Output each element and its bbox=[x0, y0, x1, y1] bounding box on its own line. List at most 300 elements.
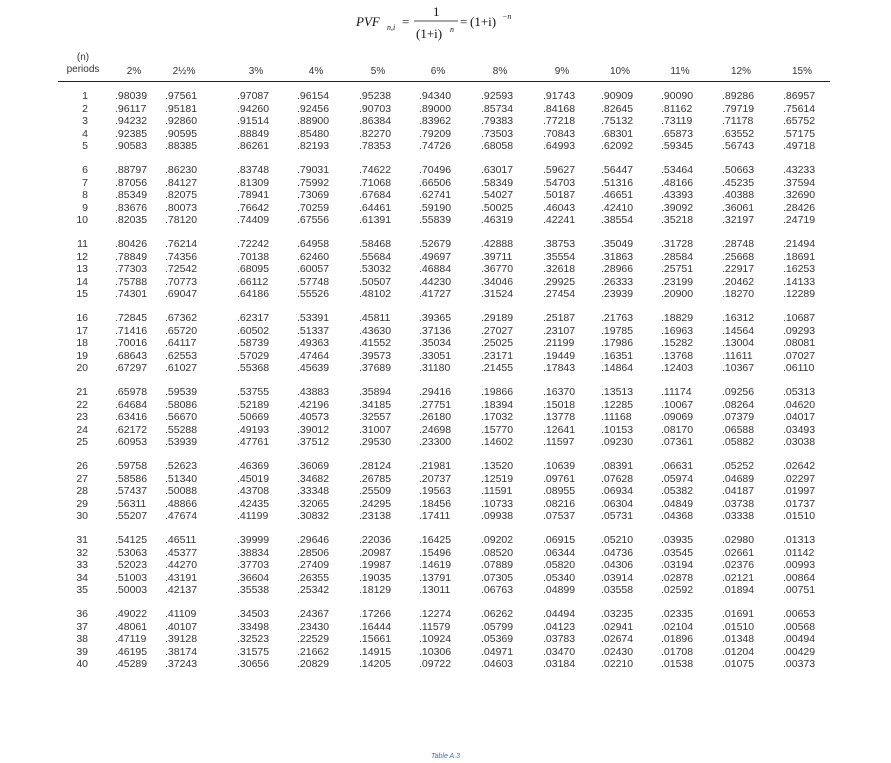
factor-cell: .50507 bbox=[359, 275, 392, 288]
factor-cell: .78941 bbox=[237, 189, 270, 202]
table-row bbox=[58, 485, 830, 498]
factor-cell: .51003 bbox=[115, 571, 148, 584]
table-row bbox=[58, 337, 830, 350]
factor-cell: .85349 bbox=[115, 189, 148, 202]
factor-cell: .29925 bbox=[543, 275, 576, 288]
table-row bbox=[58, 115, 830, 128]
factor-cell: .42241 bbox=[543, 214, 576, 227]
factor-cell: .32618 bbox=[543, 263, 576, 276]
factor-cell: .12285 bbox=[601, 398, 634, 411]
factor-cell: .28584 bbox=[661, 250, 694, 263]
factor-cell: .44230 bbox=[419, 275, 452, 288]
factor-cell: .39365 bbox=[419, 312, 452, 324]
factor-cell: .07537 bbox=[543, 510, 576, 523]
factor-cell: .63017 bbox=[481, 164, 514, 176]
factor-cell: .13011 bbox=[419, 584, 451, 597]
factor-cell: .65720 bbox=[165, 324, 198, 337]
factor-cell: .33498 bbox=[237, 620, 270, 633]
factor-cell: .56311 bbox=[115, 497, 147, 510]
period-cell: 21 bbox=[76, 386, 88, 398]
factor-cell: .31863 bbox=[601, 250, 634, 263]
factor-cell: .90595 bbox=[165, 127, 198, 140]
factor-cell: .32523 bbox=[237, 633, 270, 646]
factor-cell: .04689 bbox=[722, 472, 755, 485]
table-row bbox=[58, 128, 830, 141]
factor-cell: .52189 bbox=[237, 398, 270, 411]
factor-cell: .63552 bbox=[722, 127, 755, 140]
factor-cell: .24698 bbox=[419, 423, 452, 436]
factor-cell: .25187 bbox=[543, 312, 576, 324]
factor-cell: .16425 bbox=[419, 534, 452, 546]
factor-cell: .29530 bbox=[359, 436, 392, 449]
factor-cell: .61391 bbox=[359, 214, 392, 227]
factor-cell: .90090 bbox=[661, 90, 694, 102]
factor-cell: .37594 bbox=[783, 176, 816, 189]
factor-cell: .15282 bbox=[661, 337, 694, 350]
factor-cell: .52679 bbox=[419, 238, 452, 250]
factor-cell: .49363 bbox=[297, 337, 330, 350]
factor-cell: .17411 bbox=[419, 510, 451, 523]
factor-cell: .30656 bbox=[237, 658, 270, 671]
factor-cell: .38554 bbox=[601, 214, 634, 227]
factor-cell: .82645 bbox=[601, 102, 634, 115]
factor-cell: .75614 bbox=[783, 102, 816, 115]
factor-cell: .23199 bbox=[661, 275, 694, 288]
factor-cell: .88385 bbox=[165, 140, 198, 153]
table-row bbox=[58, 238, 830, 251]
periods-header-n: (n) bbox=[76, 52, 90, 63]
period-cell: 33 bbox=[76, 559, 88, 572]
factor-cell: .24367 bbox=[297, 608, 330, 620]
factor-cell: .68058 bbox=[481, 140, 514, 153]
factor-cell: .43393 bbox=[661, 189, 694, 202]
period-cell: 12 bbox=[76, 250, 88, 263]
factor-cell: .48102 bbox=[359, 288, 392, 301]
factor-cell: .63416 bbox=[115, 411, 148, 424]
factor-cell: .67684 bbox=[359, 189, 392, 202]
factor-cell: .40388 bbox=[722, 189, 755, 202]
factor-cell: .79209 bbox=[419, 127, 452, 140]
factor-cell: .18270 bbox=[722, 288, 755, 301]
table-row bbox=[58, 140, 830, 153]
factor-cell: .04620 bbox=[783, 398, 816, 411]
factor-cell: .45235 bbox=[722, 176, 755, 189]
factor-cell: .10153 bbox=[601, 423, 634, 436]
factor-cell: .10639 bbox=[543, 460, 576, 472]
factor-cell: .23107 bbox=[543, 324, 576, 337]
factor-cell: .39999 bbox=[237, 534, 270, 546]
factor-cell: .70138 bbox=[237, 250, 270, 263]
factor-cell: .23430 bbox=[297, 620, 330, 633]
factor-cell: .94340 bbox=[419, 90, 452, 102]
factor-cell: .48866 bbox=[165, 497, 198, 510]
factor-cell: .03935 bbox=[661, 534, 694, 546]
factor-cell: .48166 bbox=[661, 176, 694, 189]
factor-cell: .59539 bbox=[165, 386, 198, 398]
table-row bbox=[58, 411, 830, 424]
factor-cell: .05799 bbox=[481, 620, 514, 633]
factor-cell: .77303 bbox=[115, 263, 148, 276]
factor-cell: .73503 bbox=[481, 127, 514, 140]
factor-cell: .41727 bbox=[419, 288, 452, 301]
factor-cell: .41552 bbox=[359, 337, 392, 350]
factor-cell: .26785 bbox=[359, 472, 392, 485]
factor-cell: .31007 bbox=[359, 423, 392, 436]
factor-cell: .72542 bbox=[165, 263, 198, 276]
factor-cell: .55684 bbox=[359, 250, 392, 263]
factor-cell: .45639 bbox=[297, 362, 330, 375]
factor-cell: .04736 bbox=[601, 546, 634, 559]
formula-rhs-exponent: −n bbox=[501, 12, 511, 21]
factor-cell: .35894 bbox=[359, 386, 392, 398]
factor-cell: .05313 bbox=[783, 386, 816, 398]
factor-cell: .79031 bbox=[297, 164, 330, 176]
factor-cell: .01896 bbox=[661, 633, 694, 646]
factor-cell: .76642 bbox=[237, 201, 270, 214]
factor-cell: .54027 bbox=[481, 189, 514, 202]
factor-cell: .94232 bbox=[115, 115, 148, 128]
factor-cell: .21662 bbox=[297, 645, 330, 658]
factor-cell: .58086 bbox=[165, 398, 198, 411]
factor-cell: .11168 bbox=[601, 411, 632, 424]
factor-cell: .11579 bbox=[419, 620, 451, 633]
factor-cell: .33348 bbox=[297, 485, 330, 498]
factor-cell: .13768 bbox=[661, 349, 694, 362]
factor-cell: .17266 bbox=[359, 608, 392, 620]
factor-cell: .43883 bbox=[297, 386, 330, 398]
factor-cell: .46195 bbox=[115, 645, 148, 658]
factor-cell: .72242 bbox=[237, 238, 270, 250]
table-row bbox=[58, 251, 830, 264]
factor-cell: .67297 bbox=[115, 362, 148, 375]
factor-cell: .26333 bbox=[601, 275, 634, 288]
factor-cell: .01538 bbox=[661, 658, 694, 671]
factor-cell: .31728 bbox=[661, 238, 694, 250]
factor-cell: .02430 bbox=[601, 645, 634, 658]
factor-cell: .11611 bbox=[722, 349, 753, 362]
factor-cell: .02104 bbox=[661, 620, 694, 633]
factor-cell: .16444 bbox=[359, 620, 392, 633]
factor-cell: .07361 bbox=[661, 436, 694, 449]
factor-cell: .23138 bbox=[359, 510, 392, 523]
factor-cell: .64958 bbox=[297, 238, 330, 250]
table-row bbox=[58, 424, 830, 437]
table-row bbox=[58, 164, 830, 177]
factor-cell: .47674 bbox=[165, 510, 198, 523]
factor-cell: .75992 bbox=[297, 176, 330, 189]
factor-cell: .07628 bbox=[601, 472, 634, 485]
period-cell: 34 bbox=[76, 571, 88, 584]
factor-cell: .73069 bbox=[297, 189, 330, 202]
factor-cell: .45289 bbox=[115, 658, 148, 671]
factor-cell: .09256 bbox=[722, 386, 755, 398]
factor-cell: .07889 bbox=[481, 559, 514, 572]
factor-cell: .29189 bbox=[481, 312, 514, 324]
factor-cell: .03235 bbox=[601, 608, 634, 620]
factor-cell: .37703 bbox=[237, 559, 270, 572]
factor-cell: .65873 bbox=[661, 127, 694, 140]
factor-cell: .78353 bbox=[359, 140, 392, 153]
factor-cell: .00653 bbox=[783, 608, 816, 620]
factor-cell: .28748 bbox=[722, 238, 755, 250]
factor-cell: .03184 bbox=[543, 658, 576, 671]
factor-cell: .17986 bbox=[601, 337, 634, 350]
factor-cell: .02661 bbox=[722, 546, 755, 559]
factor-cell: .15770 bbox=[481, 423, 514, 436]
factor-cell: .37689 bbox=[359, 362, 392, 375]
factor-cell: .68095 bbox=[237, 263, 270, 276]
factor-cell: .29416 bbox=[419, 386, 452, 398]
factor-cell: .07027 bbox=[783, 349, 816, 362]
period-cell: 30 bbox=[76, 510, 88, 523]
factor-cell: .11597 bbox=[543, 436, 575, 449]
factor-cell: .18456 bbox=[419, 497, 452, 510]
period-cell: 31 bbox=[76, 534, 88, 546]
table-row bbox=[58, 90, 830, 103]
factor-cell: .07379 bbox=[722, 411, 755, 424]
factor-cell: .02878 bbox=[661, 571, 694, 584]
table-row bbox=[58, 547, 830, 560]
factor-cell: .58349 bbox=[481, 176, 514, 189]
factor-cell: .96154 bbox=[297, 90, 330, 102]
factor-cell: .28506 bbox=[297, 546, 330, 559]
factor-cell: .19449 bbox=[543, 349, 576, 362]
factor-cell: .60502 bbox=[237, 324, 270, 337]
factor-cell: .85480 bbox=[297, 127, 330, 140]
factor-cell: .00429 bbox=[783, 645, 816, 658]
factor-cell: .13004 bbox=[722, 337, 755, 350]
factor-cell: .35034 bbox=[419, 337, 452, 350]
factor-cell: .09938 bbox=[481, 510, 514, 523]
factor-cell: .23300 bbox=[419, 436, 452, 449]
formula-denominator: (1+i) bbox=[415, 26, 442, 41]
factor-cell: .92456 bbox=[297, 102, 330, 115]
factor-cell: .36604 bbox=[237, 571, 270, 584]
factor-cell: .54125 bbox=[115, 534, 148, 546]
factor-cell: .52623 bbox=[165, 460, 198, 472]
period-cell: 4 bbox=[82, 127, 88, 140]
factor-cell: .04306 bbox=[601, 559, 634, 572]
factor-cell: .62741 bbox=[419, 189, 452, 202]
factor-cell: .34503 bbox=[237, 608, 270, 620]
factor-cell: .47119 bbox=[115, 633, 147, 646]
factor-cell: .40573 bbox=[297, 411, 330, 424]
factor-cell: .50088 bbox=[165, 485, 198, 498]
factor-cell: .41109 bbox=[165, 608, 197, 620]
factor-cell: .37243 bbox=[165, 658, 198, 671]
factor-cell: .19563 bbox=[419, 485, 452, 498]
factor-cell: .27409 bbox=[297, 559, 330, 572]
table-row bbox=[58, 498, 830, 511]
factor-cell: .16312 bbox=[722, 312, 755, 324]
factor-cell: .55288 bbox=[165, 423, 198, 436]
factor-cell: .09230 bbox=[601, 436, 634, 449]
factor-cell: .74301 bbox=[115, 288, 148, 301]
factor-cell: .03783 bbox=[543, 633, 576, 646]
factor-cell: .90583 bbox=[115, 140, 148, 153]
factor-cell: .70773 bbox=[165, 275, 198, 288]
factor-cell: .62553 bbox=[165, 349, 198, 362]
factor-cell: .97561 bbox=[165, 90, 198, 102]
factor-cell: .37512 bbox=[297, 436, 330, 449]
factor-cell: .64186 bbox=[237, 288, 270, 301]
factor-cell: .00568 bbox=[783, 620, 816, 633]
factor-cell: .20462 bbox=[722, 275, 755, 288]
factor-cell: .10067 bbox=[661, 398, 694, 411]
factor-cell: .39092 bbox=[661, 201, 694, 214]
rate-header: 12% bbox=[730, 66, 751, 77]
table-row bbox=[58, 288, 830, 301]
period-cell: 25 bbox=[76, 436, 88, 449]
factor-cell: .21981 bbox=[419, 460, 452, 472]
factor-cell: .35218 bbox=[661, 214, 694, 227]
table-row bbox=[58, 633, 830, 646]
factor-cell: .70496 bbox=[419, 164, 452, 176]
factor-cell: .66506 bbox=[419, 176, 452, 189]
period-cell: 17 bbox=[76, 324, 88, 337]
factor-cell: .03470 bbox=[543, 645, 576, 658]
factor-cell: .80426 bbox=[115, 238, 148, 250]
factor-cell: .14915 bbox=[359, 645, 392, 658]
table-row bbox=[58, 263, 830, 276]
factor-cell: .02297 bbox=[783, 472, 816, 485]
factor-cell: .01204 bbox=[722, 645, 755, 658]
period-cell: 24 bbox=[76, 423, 88, 436]
table-row bbox=[58, 399, 830, 412]
factor-cell: .58586 bbox=[115, 472, 148, 485]
factor-cell: .43708 bbox=[237, 485, 270, 498]
factor-cell: .50187 bbox=[543, 189, 576, 202]
period-cell: 40 bbox=[76, 658, 88, 671]
table-row bbox=[58, 276, 830, 289]
factor-cell: .08081 bbox=[783, 337, 816, 350]
factor-cell: .82193 bbox=[297, 140, 330, 153]
table-row bbox=[58, 386, 830, 399]
factor-cell: .28124 bbox=[359, 460, 392, 472]
factor-cell: .49022 bbox=[115, 608, 148, 620]
factor-cell: .60953 bbox=[115, 436, 148, 449]
factor-cell: .02674 bbox=[601, 633, 634, 646]
factor-cell: .39573 bbox=[359, 349, 392, 362]
factor-cell: .03738 bbox=[722, 497, 755, 510]
factor-cell: .40107 bbox=[165, 620, 198, 633]
factor-cell: .95238 bbox=[359, 90, 392, 102]
factor-cell: .16253 bbox=[783, 263, 816, 276]
table-row bbox=[58, 646, 830, 659]
factor-cell: .08391 bbox=[601, 460, 634, 472]
factor-cell: .31524 bbox=[481, 288, 514, 301]
factor-cell: .74356 bbox=[165, 250, 198, 263]
factor-cell: .51316 bbox=[601, 176, 634, 189]
factor-cell: .65752 bbox=[783, 115, 816, 128]
factor-cell: .13778 bbox=[543, 411, 576, 424]
rate-header-row bbox=[58, 66, 830, 79]
factor-cell: .35049 bbox=[601, 238, 634, 250]
formula-equals-1: = bbox=[401, 14, 409, 29]
factor-cell: .48061 bbox=[115, 620, 148, 633]
factor-cell: .75788 bbox=[115, 275, 148, 288]
factor-cell: .04368 bbox=[661, 510, 694, 523]
period-cell: 20 bbox=[76, 362, 88, 375]
factor-cell: .26180 bbox=[419, 411, 452, 424]
factor-cell: .00494 bbox=[783, 633, 816, 646]
formula-subscript: n,i bbox=[386, 23, 395, 32]
factor-cell: .22917 bbox=[722, 263, 755, 276]
factor-cell: .59627 bbox=[543, 164, 576, 176]
factor-cell: .09722 bbox=[419, 658, 452, 671]
factor-cell: .69047 bbox=[165, 288, 198, 301]
factor-cell: .43630 bbox=[359, 324, 392, 337]
rate-header: 15% bbox=[791, 66, 812, 77]
period-cell: 37 bbox=[76, 620, 88, 633]
factor-cell: .92593 bbox=[481, 90, 514, 102]
factor-cell: .19866 bbox=[481, 386, 514, 398]
factor-cell: .61027 bbox=[165, 362, 198, 375]
factor-cell: .67362 bbox=[165, 312, 198, 324]
factor-cell: .90909 bbox=[601, 90, 634, 102]
period-cell: 2 bbox=[82, 102, 88, 115]
factor-cell: .36061 bbox=[722, 201, 755, 214]
factor-cell: .02980 bbox=[722, 534, 755, 546]
factor-cell: .82075 bbox=[165, 189, 198, 202]
rate-header: 10% bbox=[609, 66, 630, 77]
factor-cell: .37136 bbox=[419, 324, 452, 337]
period-cell: 8 bbox=[82, 189, 88, 202]
factor-cell: .58468 bbox=[359, 238, 392, 250]
factor-cell: .22529 bbox=[297, 633, 330, 646]
factor-cell: .24719 bbox=[783, 214, 816, 227]
factor-cell: .62172 bbox=[115, 423, 148, 436]
rate-header: 3% bbox=[248, 66, 264, 77]
factor-cell: .11591 bbox=[481, 485, 513, 498]
period-cell: 19 bbox=[76, 349, 88, 362]
factor-cell: .43191 bbox=[165, 571, 198, 584]
pvf-formula bbox=[0, 2, 891, 49]
period-cell: 29 bbox=[76, 497, 88, 510]
factor-cell: .90703 bbox=[359, 102, 392, 115]
table-row bbox=[58, 473, 830, 486]
factor-cell: .23171 bbox=[481, 349, 514, 362]
factor-cell: .06934 bbox=[601, 485, 634, 498]
factor-cell: .38174 bbox=[165, 645, 198, 658]
factor-cell: .56670 bbox=[165, 411, 198, 424]
factor-cell: .84127 bbox=[165, 176, 198, 189]
factor-cell: .31575 bbox=[237, 645, 270, 658]
period-cell: 14 bbox=[76, 275, 88, 288]
factor-cell: .11174 bbox=[661, 386, 692, 398]
factor-cell: .70259 bbox=[297, 201, 330, 214]
factor-cell: .06304 bbox=[601, 497, 634, 510]
factor-cell: .91743 bbox=[543, 90, 576, 102]
factor-cell: .96117 bbox=[115, 102, 147, 115]
period-cell: 11 bbox=[77, 238, 88, 250]
factor-cell: .53063 bbox=[115, 546, 148, 559]
factor-cell: .75132 bbox=[601, 115, 634, 128]
factor-cell: .88849 bbox=[237, 127, 270, 140]
factor-cell: .65978 bbox=[115, 386, 148, 398]
factor-cell: .18829 bbox=[661, 312, 694, 324]
factor-cell: .78120 bbox=[165, 214, 198, 227]
factor-cell: .02121 bbox=[722, 571, 755, 584]
factor-cell: .17843 bbox=[543, 362, 576, 375]
factor-cell: .29646 bbox=[297, 534, 330, 546]
table-row bbox=[58, 312, 830, 325]
factor-cell: .57437 bbox=[115, 485, 148, 498]
factor-cell: .49718 bbox=[783, 140, 816, 153]
period-cell: 18 bbox=[76, 337, 88, 350]
factor-cell: .46511 bbox=[165, 534, 197, 546]
factor-cell: .16963 bbox=[661, 324, 694, 337]
